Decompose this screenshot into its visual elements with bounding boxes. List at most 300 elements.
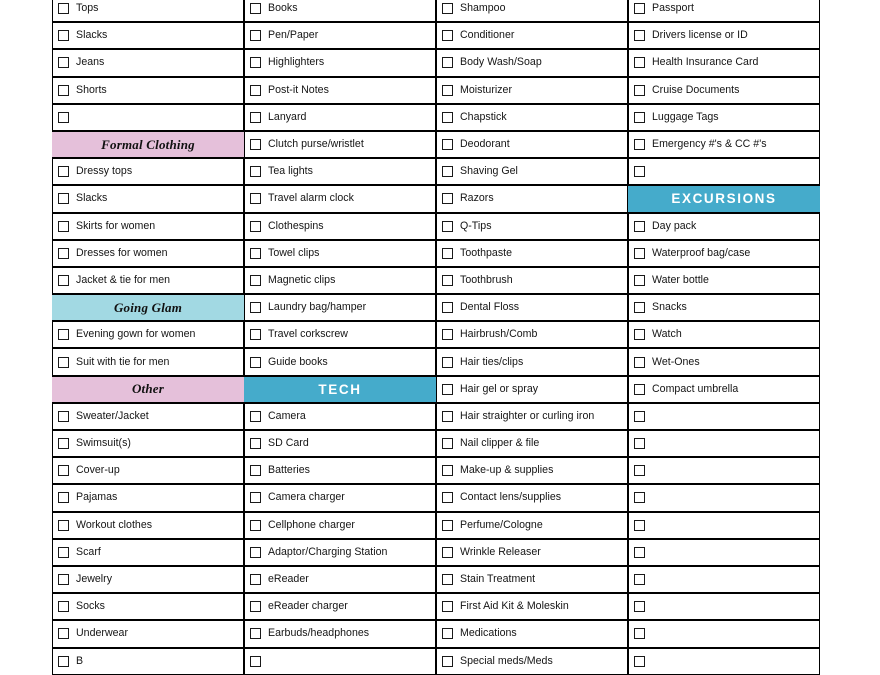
checklist-item-label: Guide books <box>268 355 328 368</box>
checklist-item[interactable] <box>436 348 628 375</box>
checklist-item[interactable] <box>628 49 820 76</box>
checklist-item-label: Swimsuit(s) <box>76 437 131 450</box>
table-row <box>52 104 820 131</box>
checklist-item[interactable] <box>436 457 628 484</box>
checklist-item[interactable] <box>244 457 436 484</box>
checkbox-icon[interactable] <box>634 166 645 177</box>
checklist-item-label: Shaving Gel <box>460 165 518 178</box>
checklist-item[interactable] <box>436 512 628 539</box>
checklist-item-label: Chapstick <box>460 110 507 123</box>
table-row <box>52 185 820 212</box>
checklist-item-label: Wet-Ones <box>652 355 700 368</box>
table-row <box>52 512 820 539</box>
checklist-item[interactable] <box>244 348 436 375</box>
checkbox-icon[interactable] <box>442 57 453 68</box>
checklist-table <box>52 0 820 675</box>
checkbox-icon[interactable] <box>442 601 453 612</box>
checklist-item[interactable] <box>52 185 244 212</box>
checklist-item[interactable] <box>436 104 628 131</box>
checklist-item-label: Snacks <box>652 301 687 314</box>
checkbox-icon[interactable] <box>442 411 453 422</box>
checkbox-icon[interactable] <box>634 329 645 340</box>
checkbox-icon[interactable] <box>442 3 453 14</box>
checklist-item-label: Jewelry <box>76 573 113 586</box>
checklist-item-label: Tea lights <box>268 165 313 178</box>
checkbox-icon[interactable] <box>250 601 261 612</box>
checkbox-icon[interactable] <box>634 30 645 41</box>
checklist-item[interactable] <box>436 22 628 49</box>
checklist-item-label: Hair gel or spray <box>460 382 539 395</box>
checkbox-icon[interactable] <box>442 112 453 123</box>
checklist-item-label: Evening gown for women <box>76 328 196 341</box>
section-header <box>52 376 244 403</box>
checklist-item[interactable] <box>52 566 244 593</box>
checklist-item[interactable] <box>52 321 244 348</box>
table-row <box>52 267 820 294</box>
table-row <box>52 376 820 403</box>
checklist-item-label: Dressy tops <box>76 165 133 178</box>
checklist-item-label: Conditioner <box>460 29 515 42</box>
checkbox-icon[interactable] <box>442 492 453 503</box>
checklist-item[interactable] <box>436 539 628 566</box>
checklist-item[interactable] <box>52 539 244 566</box>
checkbox-icon[interactable] <box>58 492 69 503</box>
checkbox-icon[interactable] <box>250 248 261 259</box>
checklist-item-label: Health Insurance Card <box>652 56 759 69</box>
checklist-item[interactable] <box>52 620 244 647</box>
checklist-item-label: Slacks <box>76 29 108 42</box>
checklist-item[interactable] <box>628 512 820 539</box>
checklist-item-label: First Aid Kit & Moleskin <box>460 600 569 613</box>
checklist-item[interactable] <box>244 104 436 131</box>
checklist-item[interactable] <box>436 484 628 511</box>
checklist-item-label: Underwear <box>76 627 128 640</box>
checklist-item-label: Pen/Paper <box>268 29 319 42</box>
checklist-item-label: Earbuds/headphones <box>268 627 370 640</box>
checklist-table-body <box>52 0 820 675</box>
checklist-item-label: Toothpaste <box>460 246 513 259</box>
checklist-item[interactable] <box>244 213 436 240</box>
table-row <box>52 240 820 267</box>
checkbox-icon[interactable] <box>634 547 645 558</box>
checkbox-icon[interactable] <box>634 139 645 150</box>
checkbox-icon[interactable] <box>442 438 453 449</box>
checklist-item[interactable] <box>52 403 244 430</box>
checkbox-icon[interactable] <box>250 112 261 123</box>
checklist-item[interactable] <box>628 484 820 511</box>
checkbox-icon[interactable] <box>634 438 645 449</box>
checkbox-icon[interactable] <box>250 166 261 177</box>
checklist-item-label: Hairbrush/Comb <box>460 328 538 341</box>
checkbox-icon[interactable] <box>442 520 453 531</box>
checklist-item[interactable] <box>244 185 436 212</box>
checklist-item[interactable] <box>436 620 628 647</box>
checklist-item-label: Tops <box>76 2 99 15</box>
category-banner <box>244 376 436 403</box>
checkbox-icon[interactable] <box>250 574 261 585</box>
checkbox-icon[interactable] <box>634 248 645 259</box>
checkbox-icon[interactable] <box>634 574 645 585</box>
checklist-item-label: Watch <box>652 328 682 341</box>
checklist-item-label: Drivers license or ID <box>652 29 748 42</box>
checklist-item[interactable] <box>628 593 820 620</box>
checklist-item-label: Contact lens/supplies <box>460 491 562 504</box>
table-row <box>52 131 820 158</box>
checklist-item-label: Q-Tips <box>460 219 492 232</box>
checklist-item[interactable] <box>244 240 436 267</box>
checkbox-icon[interactable] <box>634 656 645 667</box>
checklist-item[interactable] <box>244 158 436 185</box>
checklist-item[interactable] <box>436 321 628 348</box>
checklist-item[interactable] <box>628 77 820 104</box>
checklist-item-label: Wrinkle Releaser <box>460 545 541 558</box>
checkbox-icon[interactable] <box>634 357 645 368</box>
checklist-item[interactable] <box>628 0 820 22</box>
checklist-item-label: Hair ties/clips <box>460 355 524 368</box>
checklist-item[interactable] <box>244 0 436 22</box>
checklist-item[interactable] <box>628 22 820 49</box>
checklist-item[interactable] <box>52 158 244 185</box>
checklist-item-label: Make-up & supplies <box>460 464 554 477</box>
checkbox-icon[interactable] <box>250 411 261 422</box>
checkbox-icon[interactable] <box>634 112 645 123</box>
checkbox-icon[interactable] <box>58 357 69 368</box>
checklist-item[interactable] <box>628 321 820 348</box>
checkbox-icon[interactable] <box>442 465 453 476</box>
checklist-item[interactable] <box>628 294 820 321</box>
table-row <box>52 430 820 457</box>
checklist-item[interactable] <box>244 267 436 294</box>
checkbox-icon[interactable] <box>250 3 261 14</box>
table-row <box>52 294 820 321</box>
checkbox-icon[interactable] <box>442 139 453 150</box>
checkbox-icon[interactable] <box>250 193 261 204</box>
checklist-item[interactable] <box>628 620 820 647</box>
checklist-item-label: Shampoo <box>460 2 506 15</box>
checklist-item-label: Lanyard <box>268 110 307 123</box>
checklist-item[interactable] <box>436 213 628 240</box>
checkbox-icon[interactable] <box>634 302 645 313</box>
checklist-item-label: Workout clothes <box>76 518 153 531</box>
checklist-item-label: Cellphone charger <box>268 518 355 531</box>
checklist-item-label: Laundry bag/hamper <box>268 301 367 314</box>
checklist-item[interactable] <box>628 213 820 240</box>
checklist-item-label: Cruise Documents <box>652 83 740 96</box>
checklist-item-label: Stain Treatment <box>460 573 536 586</box>
checklist-item-label: Pajamas <box>76 491 118 504</box>
checkbox-icon[interactable] <box>634 520 645 531</box>
checklist-item-label: Toothbrush <box>460 273 513 286</box>
checklist-item[interactable] <box>52 512 244 539</box>
checklist-item[interactable] <box>52 457 244 484</box>
table-row <box>52 566 820 593</box>
checklist-item-label: Shorts <box>76 83 107 96</box>
table-row <box>52 348 820 375</box>
checklist-item[interactable] <box>628 131 820 158</box>
section-header <box>52 294 244 321</box>
checkbox-icon[interactable] <box>634 628 645 639</box>
checklist-item-label: Compact umbrella <box>652 382 739 395</box>
checkbox-icon[interactable] <box>442 628 453 639</box>
table-row <box>52 403 820 430</box>
checklist-item[interactable] <box>436 267 628 294</box>
checkbox-icon[interactable] <box>442 357 453 368</box>
checkbox-icon[interactable] <box>58 3 69 14</box>
checklist-item[interactable] <box>436 0 628 22</box>
checkbox-icon[interactable] <box>58 166 69 177</box>
checklist-item[interactable] <box>52 240 244 267</box>
checklist-item[interactable] <box>436 648 628 675</box>
checklist-item[interactable] <box>436 158 628 185</box>
checklist-item[interactable] <box>628 104 820 131</box>
checklist-item-label: Towel clips <box>268 246 320 259</box>
table-row <box>52 77 820 104</box>
checkbox-icon[interactable] <box>250 547 261 558</box>
checklist-item[interactable] <box>628 457 820 484</box>
checklist-item-label: Passport <box>652 2 694 15</box>
checkbox-icon[interactable] <box>250 438 261 449</box>
checklist-item[interactable] <box>628 539 820 566</box>
checklist-item[interactable] <box>436 593 628 620</box>
checkbox-icon[interactable] <box>250 30 261 41</box>
checklist-item[interactable] <box>244 648 436 675</box>
checkbox-icon[interactable] <box>58 465 69 476</box>
checklist-item[interactable] <box>628 430 820 457</box>
checkbox-icon[interactable] <box>442 656 453 667</box>
checklist-item-label: Razors <box>460 192 494 205</box>
checkbox-icon[interactable] <box>250 520 261 531</box>
checkbox-icon[interactable] <box>58 547 69 558</box>
checklist-item-label: Jeans <box>76 56 105 69</box>
checkbox-icon[interactable] <box>442 221 453 232</box>
checkbox-icon[interactable] <box>442 302 453 313</box>
checklist-item-label: Suit with tie for men <box>76 355 170 368</box>
checklist-item[interactable] <box>244 539 436 566</box>
checklist-item-label: Sweater/Jacket <box>76 409 149 422</box>
table-row <box>52 648 820 675</box>
checklist-item[interactable] <box>244 484 436 511</box>
checklist-item[interactable] <box>628 376 820 403</box>
checklist-item[interactable] <box>52 430 244 457</box>
checkbox-icon[interactable] <box>442 384 453 395</box>
checklist-item[interactable] <box>436 294 628 321</box>
checklist-item[interactable] <box>628 403 820 430</box>
checkbox-icon[interactable] <box>250 357 261 368</box>
checklist-item-label: Deodorant <box>460 138 510 151</box>
checkbox-icon[interactable] <box>58 57 69 68</box>
checklist-item[interactable] <box>52 484 244 511</box>
checklist-item[interactable] <box>244 430 436 457</box>
checkbox-icon[interactable] <box>442 248 453 259</box>
checklist-item[interactable] <box>436 49 628 76</box>
checklist-item[interactable] <box>52 49 244 76</box>
checkbox-icon[interactable] <box>634 221 645 232</box>
checkbox-icon[interactable] <box>634 275 645 286</box>
checklist-item[interactable] <box>628 240 820 267</box>
checkbox-icon[interactable] <box>634 492 645 503</box>
checklist-item-label: Travel alarm clock <box>268 192 354 205</box>
checklist-item[interactable] <box>244 566 436 593</box>
checklist-item-label: Travel corkscrew <box>268 328 348 341</box>
checklist-item[interactable] <box>52 648 244 675</box>
checkbox-icon[interactable] <box>250 302 261 313</box>
checklist-table-viewport <box>52 0 820 667</box>
checkbox-icon[interactable] <box>634 601 645 612</box>
checkbox-icon[interactable] <box>58 193 69 204</box>
checklist-item[interactable] <box>244 22 436 49</box>
checklist-item-label: Magnetic clips <box>268 273 336 286</box>
checklist-item-label: Slacks <box>76 192 108 205</box>
checklist-item-label: Special meds/Meds <box>460 654 553 667</box>
checkbox-icon[interactable] <box>58 628 69 639</box>
checklist-item[interactable] <box>52 348 244 375</box>
checklist-item[interactable] <box>244 49 436 76</box>
checklist-item[interactable] <box>436 403 628 430</box>
checklist-item[interactable] <box>436 131 628 158</box>
checkbox-icon[interactable] <box>250 492 261 503</box>
checklist-item[interactable] <box>436 185 628 212</box>
checkbox-icon[interactable] <box>250 85 261 96</box>
table-row <box>52 321 820 348</box>
checkbox-icon[interactable] <box>442 574 453 585</box>
checklist-item[interactable] <box>436 430 628 457</box>
checklist-item-label: Dresses for women <box>76 246 168 259</box>
category-banner-label: TECH <box>318 381 362 397</box>
checklist-item-label: Water bottle <box>652 273 709 286</box>
table-row <box>52 620 820 647</box>
checkbox-icon[interactable] <box>250 628 261 639</box>
checklist-item[interactable] <box>52 0 244 22</box>
checklist-item-label: Hair straighter or curling iron <box>460 409 595 422</box>
table-row <box>52 49 820 76</box>
checkbox-icon[interactable] <box>58 656 69 667</box>
checkbox-icon[interactable] <box>58 112 69 123</box>
checklist-item-label: Highlighters <box>268 56 325 69</box>
section-header-label: Going Glam <box>113 299 183 315</box>
checklist-item[interactable] <box>52 22 244 49</box>
checklist-item-label: B <box>76 654 84 667</box>
checklist-item[interactable] <box>436 566 628 593</box>
checklist-item[interactable] <box>628 648 820 675</box>
checkbox-icon[interactable] <box>58 411 69 422</box>
checkbox-icon[interactable] <box>250 139 261 150</box>
section-header-label: Other <box>131 381 165 397</box>
checkbox-icon[interactable] <box>58 221 69 232</box>
checklist-item-label: Skirts for women <box>76 219 156 232</box>
checkbox-icon[interactable] <box>58 85 69 96</box>
checkbox-icon[interactable] <box>58 520 69 531</box>
checkbox-icon[interactable] <box>442 275 453 286</box>
checkbox-icon[interactable] <box>442 329 453 340</box>
checkbox-icon[interactable] <box>634 85 645 96</box>
table-row <box>52 22 820 49</box>
checklist-item[interactable] <box>52 593 244 620</box>
checklist-item[interactable] <box>436 240 628 267</box>
checkbox-icon[interactable] <box>634 3 645 14</box>
checkbox-icon[interactable] <box>58 574 69 585</box>
checklist-item-label: Body Wash/Soap <box>460 56 542 69</box>
checklist-item[interactable] <box>436 77 628 104</box>
checklist-item[interactable] <box>244 403 436 430</box>
checklist-item-label: eReader <box>268 573 309 586</box>
table-row <box>52 539 820 566</box>
category-banner <box>628 185 820 212</box>
checkbox-icon[interactable] <box>58 601 69 612</box>
checklist-item[interactable] <box>628 267 820 294</box>
checklist-item-label: SD Card <box>268 437 309 450</box>
checkbox-icon[interactable] <box>634 57 645 68</box>
checklist-item[interactable] <box>628 566 820 593</box>
checklist-item-label: Post-it Notes <box>268 83 329 96</box>
checkbox-icon[interactable] <box>250 221 261 232</box>
checklist-item-label: Clutch purse/wristlet <box>268 138 364 151</box>
checklist-item[interactable] <box>244 512 436 539</box>
checklist-item[interactable] <box>52 77 244 104</box>
checklist-item[interactable] <box>244 77 436 104</box>
checklist-item-label: Cover-up <box>76 464 120 477</box>
checkbox-icon[interactable] <box>250 465 261 476</box>
checkbox-icon[interactable] <box>250 57 261 68</box>
checklist-item-label: Camera <box>268 409 306 422</box>
checklist-item[interactable] <box>436 376 628 403</box>
checkbox-icon[interactable] <box>58 438 69 449</box>
checklist-item-label: Waterproof bag/case <box>652 246 751 259</box>
checklist-item[interactable] <box>52 267 244 294</box>
checklist-item[interactable] <box>244 321 436 348</box>
checkbox-icon[interactable] <box>250 329 261 340</box>
checkbox-icon[interactable] <box>442 193 453 204</box>
table-row <box>52 158 820 185</box>
checkbox-icon[interactable] <box>442 166 453 177</box>
checklist-item[interactable] <box>244 620 436 647</box>
checkbox-icon[interactable] <box>634 384 645 395</box>
checkbox-icon[interactable] <box>634 411 645 422</box>
checklist-item[interactable] <box>628 348 820 375</box>
checklist-item[interactable] <box>244 131 436 158</box>
checklist-item-label: Day pack <box>652 219 697 232</box>
checkbox-icon[interactable] <box>58 329 69 340</box>
checkbox-icon[interactable] <box>634 465 645 476</box>
checklist-item-label: Scarf <box>76 545 101 558</box>
checklist-item-label: Emergency #'s & CC #'s <box>652 138 767 151</box>
checkbox-icon[interactable] <box>58 275 69 286</box>
checklist-item-label: Camera charger <box>268 491 345 504</box>
checkbox-icon[interactable] <box>250 275 261 286</box>
checkbox-icon[interactable] <box>58 30 69 41</box>
checkbox-icon[interactable] <box>442 547 453 558</box>
checklist-item-label: Medications <box>460 627 517 640</box>
checklist-item[interactable] <box>244 593 436 620</box>
section-header <box>52 131 244 158</box>
table-row <box>52 0 820 22</box>
checklist-item[interactable] <box>244 294 436 321</box>
checkbox-icon[interactable] <box>442 85 453 96</box>
checklist-item-label: Clothespins <box>268 219 324 232</box>
checkbox-icon[interactable] <box>442 30 453 41</box>
checklist-item[interactable] <box>52 104 244 131</box>
checklist-item[interactable] <box>52 213 244 240</box>
checklist-item-label: Nail clipper & file <box>460 437 540 450</box>
checkbox-icon[interactable] <box>250 656 261 667</box>
checklist-item-label: Batteries <box>268 464 310 477</box>
checklist-item-label: Adaptor/Charging Station <box>268 545 388 558</box>
checklist-item[interactable] <box>628 158 820 185</box>
checklist-item-label: Books <box>268 2 298 15</box>
checkbox-icon[interactable] <box>58 248 69 259</box>
checklist-item-label: Jacket & tie for men <box>76 273 171 286</box>
table-row <box>52 457 820 484</box>
category-banner-label: EXCURSIONS <box>671 191 777 207</box>
